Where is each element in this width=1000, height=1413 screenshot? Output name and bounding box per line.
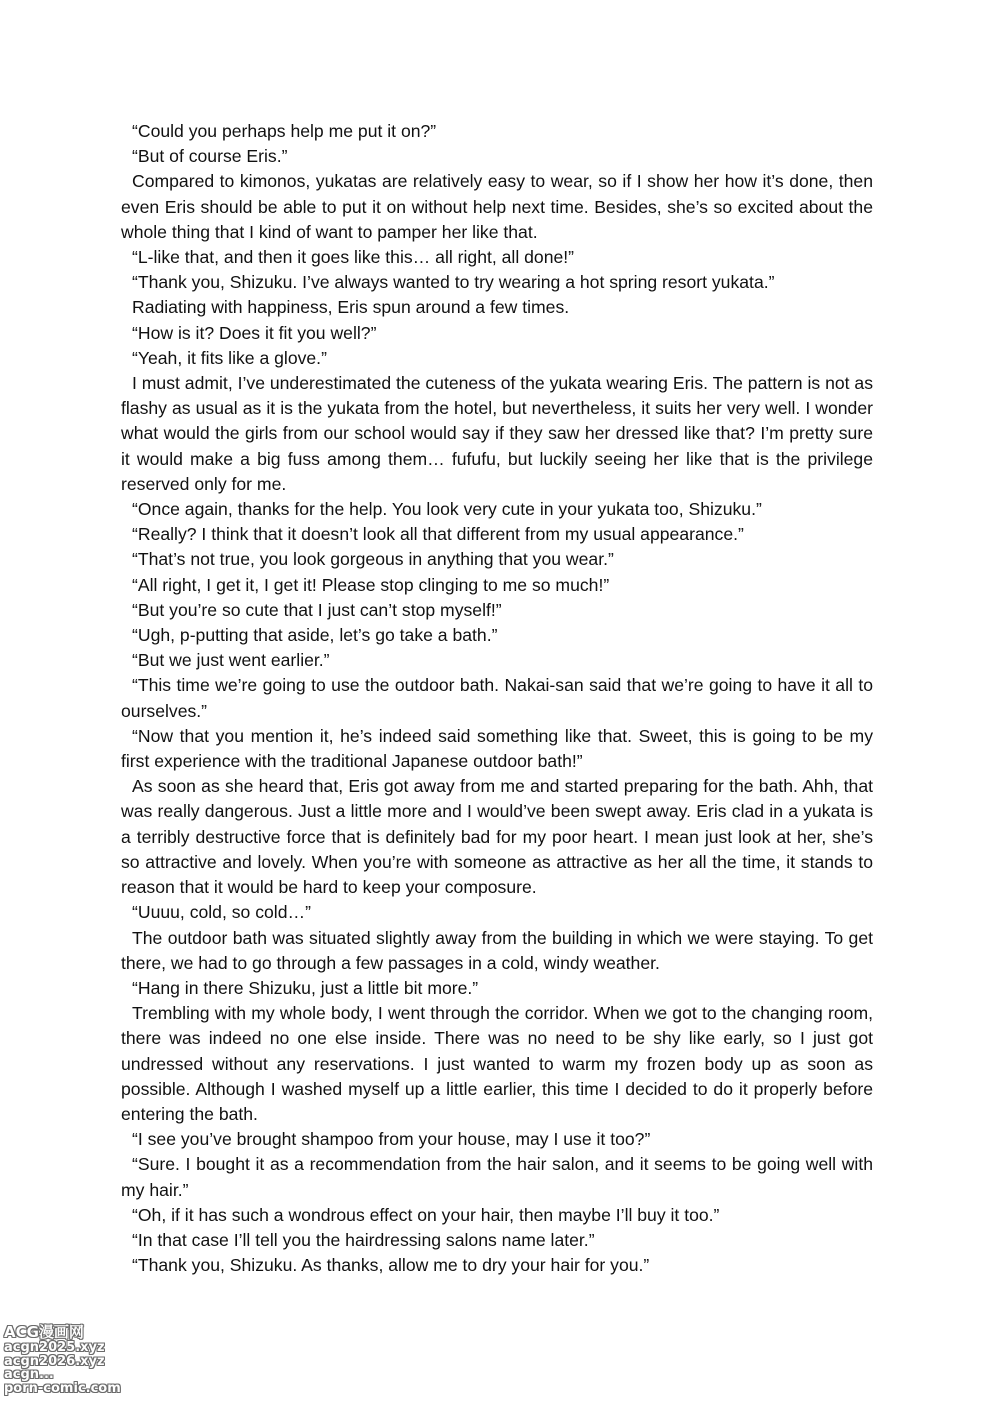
story-text (121, 119, 873, 1278)
paragraph: “This time we’re going to use the outdoor bath. Nakai-san said that we’re going to have it all to ourselves.” (121, 675, 873, 721)
watermark-line: acgn2025.xyz (4, 1340, 105, 1355)
watermark-line: acgn2026.xyz (4, 1353, 105, 1369)
paragraph: “That’s not true, you look gorgeous in anything that you wear.” (132, 549, 614, 570)
site-watermark (4, 1323, 121, 1395)
paragraph: The outdoor bath was situated slightly away from the building in which we were staying. To get there, we had to go through a few passages in a cold, windy weather. (121, 927, 873, 973)
paragraph: “Yeah, it fits like a glove.” (132, 347, 327, 368)
paragraph: As soon as she heard that, Eris got away from me and started preparing for the bath. Ahh, that was really dangerous. Just a little more and I would’ve been swept away. Eris clad in a yukata is a terribly destructive force that is definitely bad for my poor heart. I mean just look at her, she’s so attractive and lovely. When you’re with someone as attractive as her all the time, it stands to reason that it would be hard to keep your composure. (121, 776, 873, 898)
paragraph: “Really? I think that it doesn’t look all that different from my usual appearance.” (132, 524, 744, 545)
paragraph: Trembling with my whole body, I went through the corridor. When we got to the changing room, there was indeed no one else inside. There was no need to be shy like early, so I just got undressed without any reservations. I just wanted to warm my frozen body up as soon as possible. Although I washed myself up a little earlier, this time I decided to do it properly before entering the bath. (121, 1003, 873, 1124)
watermark-line: ACG漫画网 (4, 1323, 84, 1341)
paragraph: “Ugh, p-putting that aside, let’s go take a bath.” (132, 625, 498, 646)
paragraph: “Sure. I bought it as a recommendation from the hair salon, and it seems to be going well with my hair.” (121, 1154, 873, 1200)
paragraph: “Hang in there Shizuku, just a little bit more.” (132, 977, 479, 998)
paragraph: “Thank you, Shizuku. I’ve always wanted to try wearing a hot spring resort yukata.” (132, 272, 775, 293)
paragraph: “Now that you mention it, he’s indeed said something like that. Sweet, this is going to be my first experience with the traditional Japanese outdoor bath!” (121, 725, 873, 772)
paragraph: “I see you’ve brought shampoo from your house, may I use it too?” (132, 1129, 651, 1150)
paragraph: “In that case I’ll tell you the hairdressing salons name later.” (132, 1229, 595, 1250)
paragraph: I must admit, I’ve underestimated the cuteness of the yukata wearing Eris. The pattern is not as flashy as usual as it is the yukata from the hotel, but nevertheless, it suits her very well. I wonder what would the girls from our school would say if they saw her dressed like that? I’m pretty sure it would make a big fuss among them… fufufu, but luckily seeing her like that is the privilege reserved only for me. (121, 373, 873, 494)
paragraph: “But we just went earlier.” (132, 650, 330, 671)
paragraph: “Once again, thanks for the help. You look very cute in your yukata too, Shizuku.” (132, 499, 762, 520)
paragraph: “But of course Eris.” (132, 146, 288, 167)
paragraph: “L-like that, and then it goes like this… all right, all done!” (132, 247, 575, 268)
paragraph: Radiating with happiness, Eris spun around a few times. (132, 297, 570, 318)
watermark-line: acgn... (4, 1367, 54, 1382)
paragraph: “Uuuu, cold, so cold…” (132, 902, 311, 923)
paragraph: “How is it? Does it fit you well?” (132, 322, 377, 343)
paragraph: “Could you perhaps help me put it on?” (132, 121, 437, 141)
watermark-line: porn-comic.com (4, 1380, 121, 1396)
paragraph: “But you’re so cute that I just can’t stop myself!” (132, 599, 502, 620)
paragraph: Compared to kimonos, yukatas are relatively easy to wear, so if I show her how it’s done, then even Eris should be able to put it on without help next time. Besides, she’s so excited about the whole thing that I kind of want to pamper her like that. (121, 171, 873, 242)
paragraph: “Thank you, Shizuku. As thanks, allow me to dry your hair for you.” (132, 1255, 650, 1276)
paragraph: “Oh, if it has such a wondrous effect on your hair, then maybe I’ll buy it too.” (132, 1204, 720, 1225)
paragraph: “All right, I get it, I get it! Please stop clinging to me so much!” (132, 574, 610, 595)
